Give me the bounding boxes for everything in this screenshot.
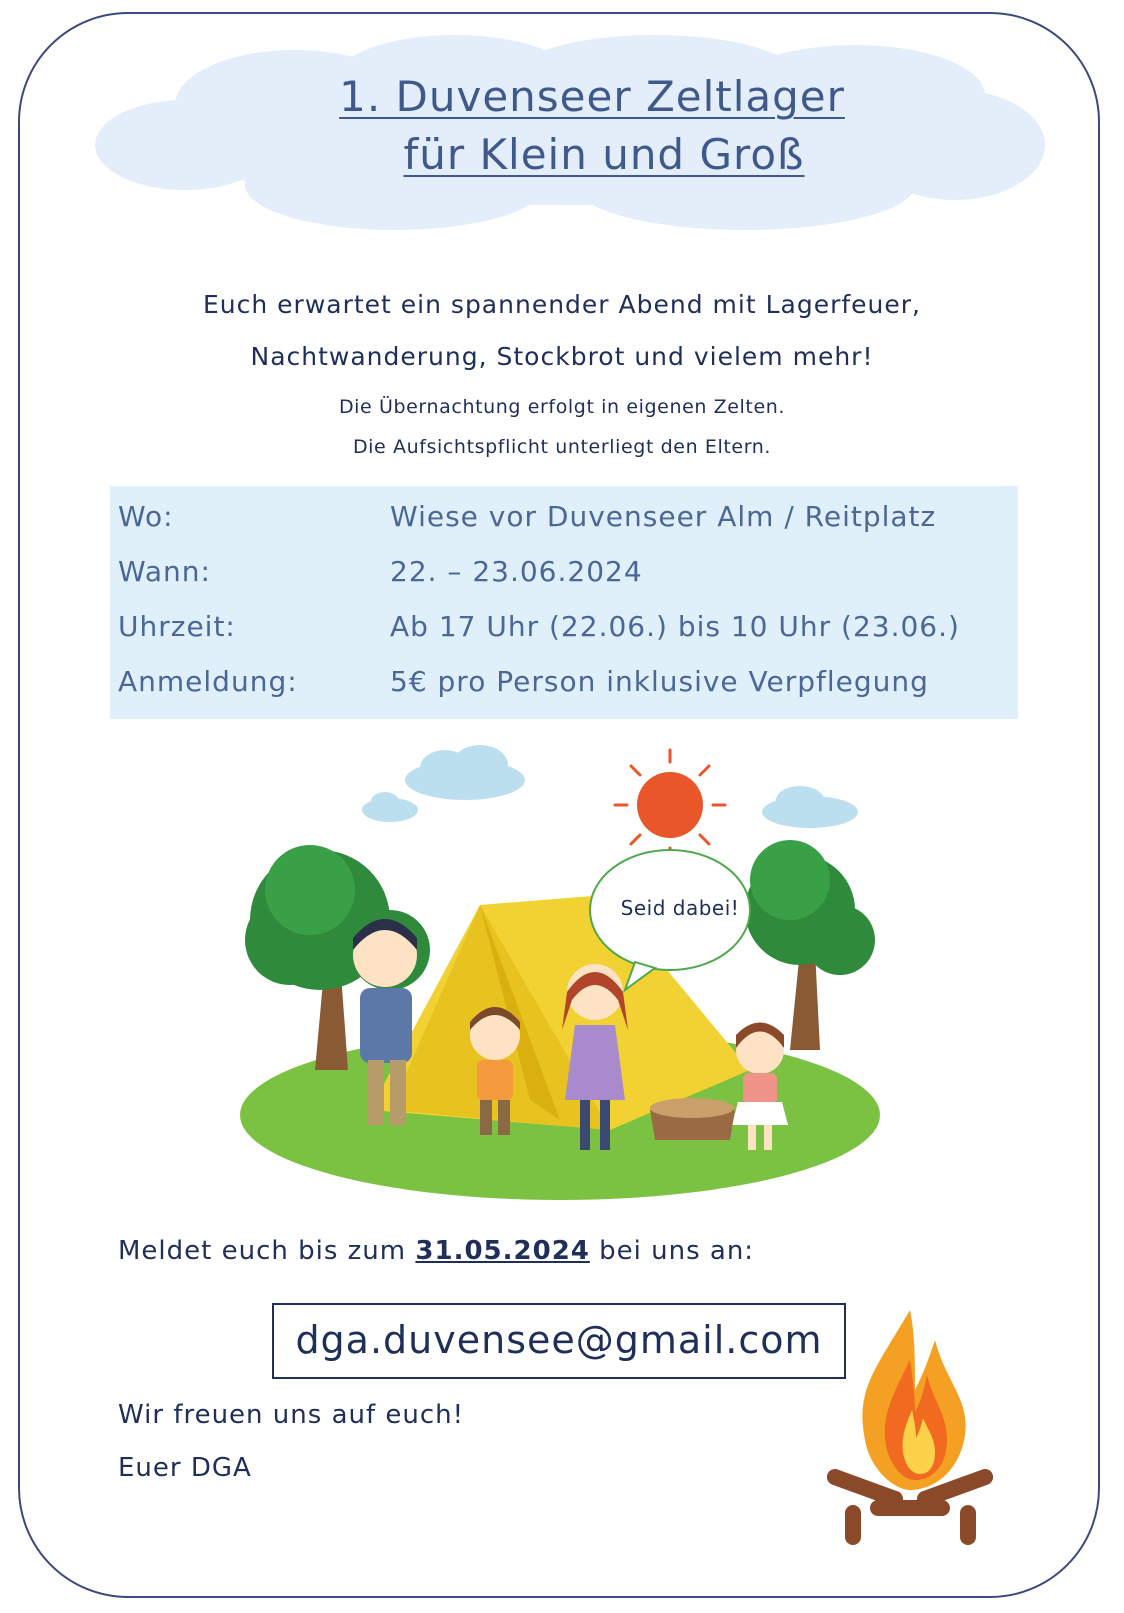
info-row-when — [118, 555, 1018, 605]
intro-line-2: Nachtwanderung, Stockbrot und vielem mehr! — [250, 342, 874, 371]
intro-line-3: Die Übernachtung erfolgt in eigenen Zelten. — [338, 396, 786, 418]
closing-line-2: Euer DGA — [118, 1453, 252, 1483]
intro-line-4: Die Aufsichtspflicht unterliegt den Eltern. — [352, 436, 772, 458]
campfire-icon — [815, 1300, 1005, 1550]
camping-illustration — [230, 730, 910, 1200]
sun-icon — [615, 750, 725, 860]
title-line-1: 1. Duvenseer Zeltlager — [339, 72, 845, 121]
info-row-time — [118, 610, 1018, 660]
email-address[interactable]: dga.duvensee@gmail.com — [272, 1303, 846, 1379]
info-row-registration — [118, 665, 1018, 715]
info-label: Wann: — [118, 555, 211, 588]
intro-line-1: Euch erwartet ein spannender Abend mit Lagerfeuer, — [202, 290, 921, 319]
info-label: Anmeldung: — [118, 665, 298, 698]
info-value: 5€ pro Person inklusive Verpflegung — [390, 665, 929, 698]
cloud-icon — [362, 745, 858, 828]
info-row-where — [118, 500, 1018, 550]
closing-line-1: Wir freuen uns auf euch! — [118, 1400, 465, 1430]
info-value: 22. – 23.06.2024 — [390, 555, 643, 588]
tree-icon — [745, 840, 875, 1050]
tree-stump — [650, 1098, 735, 1140]
registration-prefix: Meldet euch bis zum — [118, 1236, 416, 1266]
event-info-box — [110, 486, 1018, 719]
registration-line — [118, 1236, 754, 1266]
title-line-2: für Klein und Groß — [403, 130, 805, 179]
info-value: Wiese vor Duvenseer Alm / Reitplatz — [390, 500, 937, 533]
info-value: Ab 17 Uhr (22.06.) bis 10 Uhr (23.06.) — [390, 610, 960, 643]
registration-deadline: 31.05.2024 — [415, 1236, 590, 1266]
info-label: Uhrzeit: — [118, 610, 236, 643]
speech-bubble-text: Seid dabei! — [620, 896, 740, 920]
registration-suffix: bei uns an: — [589, 1236, 755, 1266]
info-label: Wo: — [118, 500, 174, 533]
